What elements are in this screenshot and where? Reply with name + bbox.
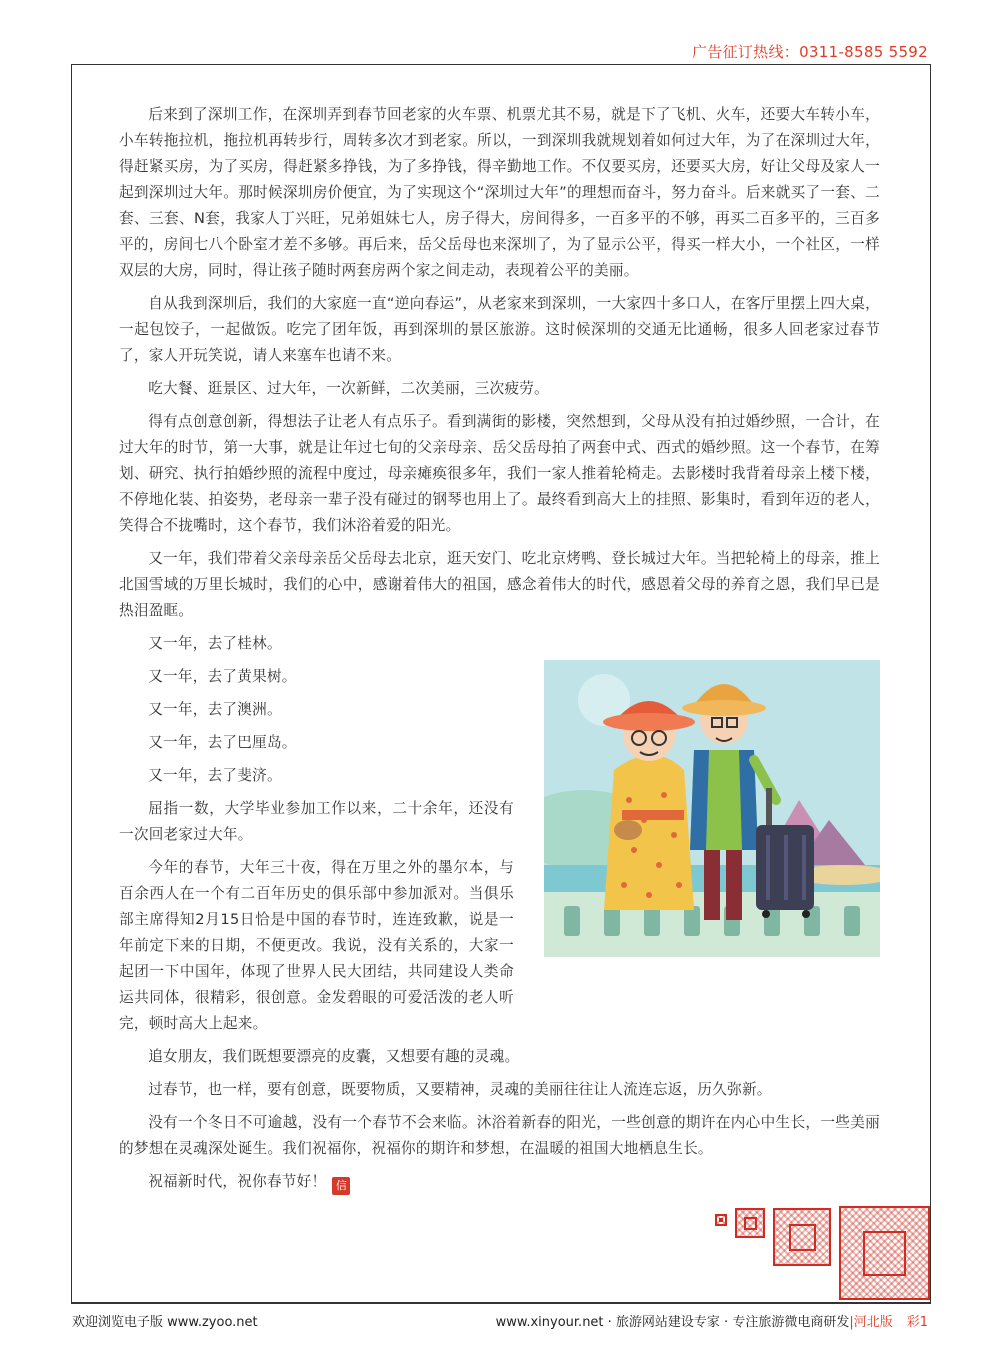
paragraph: 又一年，我们带着父亲母亲岳父岳母去北京，逛天安门、吃北京烤鸭、登长城过大年。当把轮椅上的母亲，推上北国雪域的万里长城时，我们的心中，感谢着伟大的祖国，感念着伟大的时代，感恩着父母的养育之恩，我们早已是热泪盈眶。 <box>119 550 880 619</box>
small-seal <box>715 1214 727 1226</box>
paragraph: 又一年，去了澳洲。 <box>148 701 282 718</box>
paragraph: 追女朋友，我们既想要漂亮的皮囊，又想要有趣的灵魂。 <box>148 1048 520 1065</box>
paragraph: 过春节，也一样，要有创意，既要物质，又要精神，灵魂的美丽往往让人流连忘返，历久弥新。 <box>148 1081 772 1098</box>
paragraph: 又一年，去了黄果树。 <box>148 668 297 685</box>
paragraph: 又一年，去了巴厘岛。 <box>148 734 297 751</box>
paragraph: 自从我到深圳后，我们的大家庭一直“逆向春运”，从老家来到深圳，一大家四十多口人，在客厅里摆上四大桌，一起包饺子，一起做饭。吃完了团年饭，再到深圳的景区旅游。这时候深圳的交通无比通畅，很多人回老家过春节了，家人开玩笑说，请人来塞车也请不来。 <box>119 295 880 364</box>
footer-edition: |河北版 <box>849 1315 893 1330</box>
seal-stamp <box>735 1208 765 1238</box>
large-seal-stamp <box>839 1206 930 1300</box>
article-body <box>119 102 880 1202</box>
decorative-seal-stamps <box>715 1206 930 1302</box>
ad-hotline: 广告征订热线：0311-8585 5592 <box>691 43 928 61</box>
paragraph: 又一年，去了桂林。 <box>148 635 282 652</box>
end-seal: 信 <box>332 1177 350 1195</box>
elderly-travelers-illustration <box>544 660 880 957</box>
paragraph: 屈指一数，大学毕业参加工作以来，二十余年，还没有一次回老家过大年。 <box>119 800 514 843</box>
closing-text: 祝福新时代，祝你春节好！ <box>148 1173 327 1190</box>
paragraph: 又一年，去了斐济。 <box>148 767 282 784</box>
footer-left-text: 欢迎浏览电子版 www.zyoo.net <box>72 1315 258 1330</box>
footer-right-text <box>496 1311 928 1330</box>
closing-line <box>119 1169 880 1195</box>
paragraph: 没有一个冬日不可逾越，没有一个春节不会来临。沐浴着新春的阳光，一些创意的期许在内心中生长，一些美丽的梦想在灵魂深处诞生。我们祝福你，祝福你的期许和梦想，在温暖的祖国大地栖息生长。 <box>119 1114 880 1157</box>
paragraph: 后来到了深圳工作，在深圳弄到春节回老家的火车票、机票尤其不易，就是下了飞机、火车，还要大车转小车，小车转拖拉机，拖拉机再转步行，周转多次才到老家。所以，一到深圳我就规划着如何过大年，为了在深圳过大年，得赶紧买房，为了买房，得赶紧多挣钱，为了多挣钱，得辛勤地工作。不仅要买房，还要买大房，好让父母及家人一起到深圳过大年。那时候深圳房价便宜，为了实现这个“深圳过大年”的理想而奋斗，努力奋斗。后来就买了一套、二套、三套、N套，我家人丁兴旺，兄弟姐妹七人，房子得大，房间得多，一百多平的不够，再买二百多平的，三百多平的，房间七八个卧室才差不多够。再后来，岳父岳母也来深圳了，为了显示公平，得买一样大小，一个社区，一样双层的大房，同时，得让孩子随时两套房两个家之间走动，表现着公平的美丽。 <box>119 106 880 279</box>
paragraph: 得有点创意创新，得想法子让老人有点乐子。看到满街的影楼，突然想到，父母从没有拍过婚纱照，一合计，在过大年的时节，第一大事，就是让年过七旬的父亲母亲、岳父岳母拍了两套中式、西式的婚纱照。这一个春节，在筹划、研究、执行拍婚纱照的流程中度过，母亲瘫痪很多年，我们一家人推着轮椅走。去影楼时我背着母亲上楼下楼，不停地化装、拍姿势，老母亲一辈子没有碰过的钢琴也用上了。最终看到高大上的挂照、影集时，看到年迈的老人，笑得合不拢嘴时，这个春节，我们沐浴着爱的阳光。 <box>119 413 880 534</box>
paragraph: 今年的春节，大年三十夜，得在万里之外的墨尔本，与百余西人在一个有二百年历史的俱乐部中参加派对。当俱乐部主席得知2月15日恰是中国的春节时，连连致歉，说是一年前定下来的日期，不便更改。我说，没有关系的，大家一起团一下中国年，体现了世界人民大团结，共同建设人类命运共同体，很精彩，很创意。金发碧眼的可爱活泼的老人听完，顿时高大上起来。 <box>119 859 514 1032</box>
footer-site-text: www.xinyour.net · 旅游网站建设专家 · 专注旅游微电商研发 <box>495 1315 850 1330</box>
seal-stamp <box>773 1208 831 1266</box>
footer-divider <box>71 1303 931 1304</box>
page-number: 彩1 <box>906 1315 928 1330</box>
paragraph: 吃大餐、逛景区、过大年，一次新鲜，二次美丽，三次疲劳。 <box>148 380 549 397</box>
